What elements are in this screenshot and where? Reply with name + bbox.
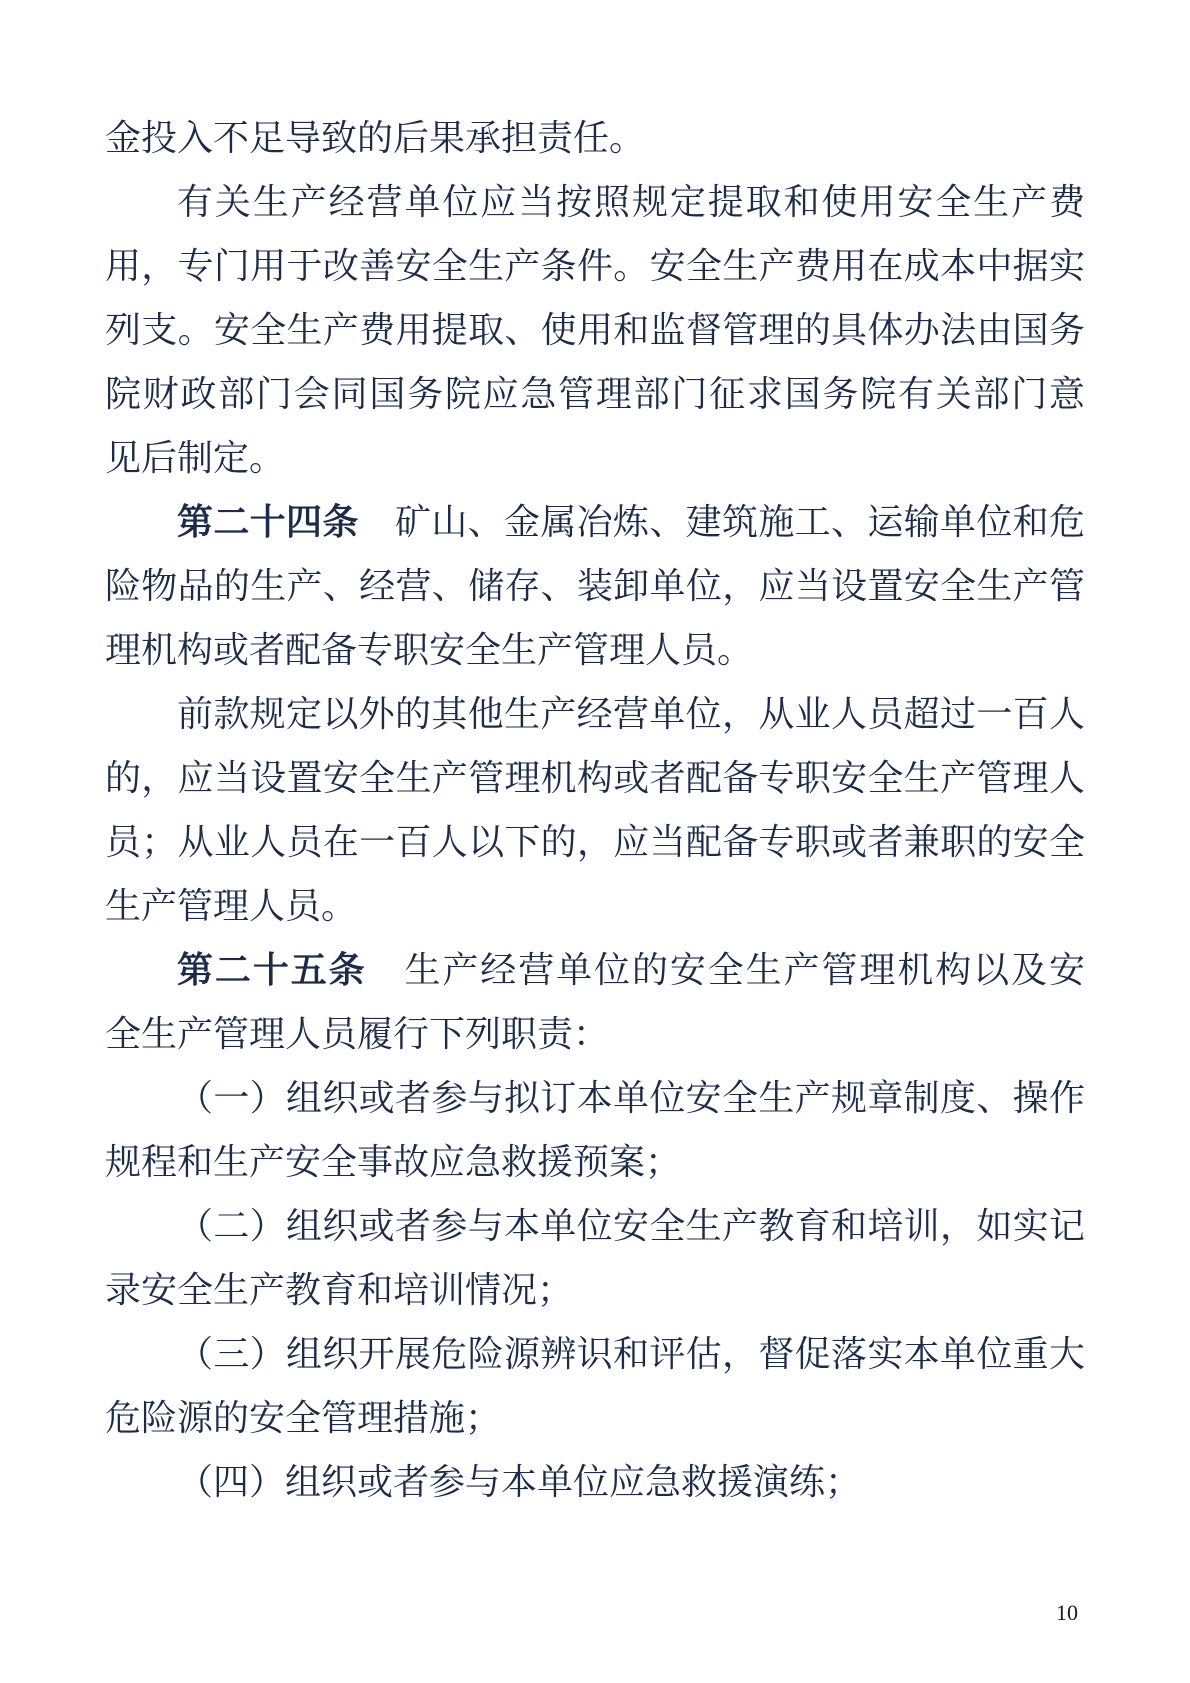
text-line: 员；从业人员在一百人以下的，应当配备专职或者兼职的安全	[105, 822, 1085, 862]
text-line: 规程和生产安全事故应急救援预案；	[105, 1142, 682, 1182]
text-line: 全生产管理人员履行下列职责：	[105, 1014, 610, 1054]
text-line: 险物品的生产、经营、储存、装卸单位，应当设置安全生产管	[105, 566, 1085, 606]
text-line: 列支。安全生产费用提取、使用和监督管理的具体办法由国务	[105, 310, 1085, 350]
text-line: 金投入不足导致的后果承担责任。	[105, 118, 646, 158]
text-line: （四）组织或者参与本单位应急救援演练；	[177, 1462, 862, 1502]
page-number: 10	[1056, 1600, 1078, 1625]
text-line: （三）组织开展危险源辨识和评估，督促落实本单位重大	[177, 1334, 1085, 1374]
text-line: （一）组织或者参与拟订本单位安全生产规章制度、操作	[177, 1078, 1085, 1118]
text-line: 有关生产经营单位应当按照规定提取和使用安全生产费	[177, 182, 1085, 222]
text-line: 的，应当设置安全生产管理机构或者配备专职安全生产管理人	[105, 758, 1085, 798]
text-line: 理机构或者配备专职安全生产管理人员。	[105, 630, 754, 670]
text-line: 见后制定。	[105, 438, 286, 478]
text-line: 第二十五条 生产经营单位的安全生产管理机构以及安	[177, 950, 1085, 990]
text-line: 第二十四条 矿山、金属冶炼、建筑施工、运输单位和危	[177, 502, 1085, 542]
text-line: 院财政部门会同国务院应急管理部门征求国务院有关部门意	[105, 374, 1085, 414]
text-line: 用，专门用于改善安全生产条件。安全生产费用在成本中据实	[105, 246, 1085, 286]
text-line: 危险源的安全管理措施；	[105, 1398, 502, 1438]
text-line: （二）组织或者参与本单位安全生产教育和培训，如实记	[177, 1206, 1085, 1246]
article-number: 第二十五条	[177, 950, 367, 990]
text-line: 录安全生产教育和培训情况；	[105, 1270, 574, 1310]
document-body	[105, 106, 1085, 1514]
article-number: 第二十四条	[177, 502, 359, 542]
text-line: 前款规定以外的其他生产经营单位，从业人员超过一百人	[177, 694, 1085, 734]
text-line: 生产管理人员。	[105, 886, 358, 926]
